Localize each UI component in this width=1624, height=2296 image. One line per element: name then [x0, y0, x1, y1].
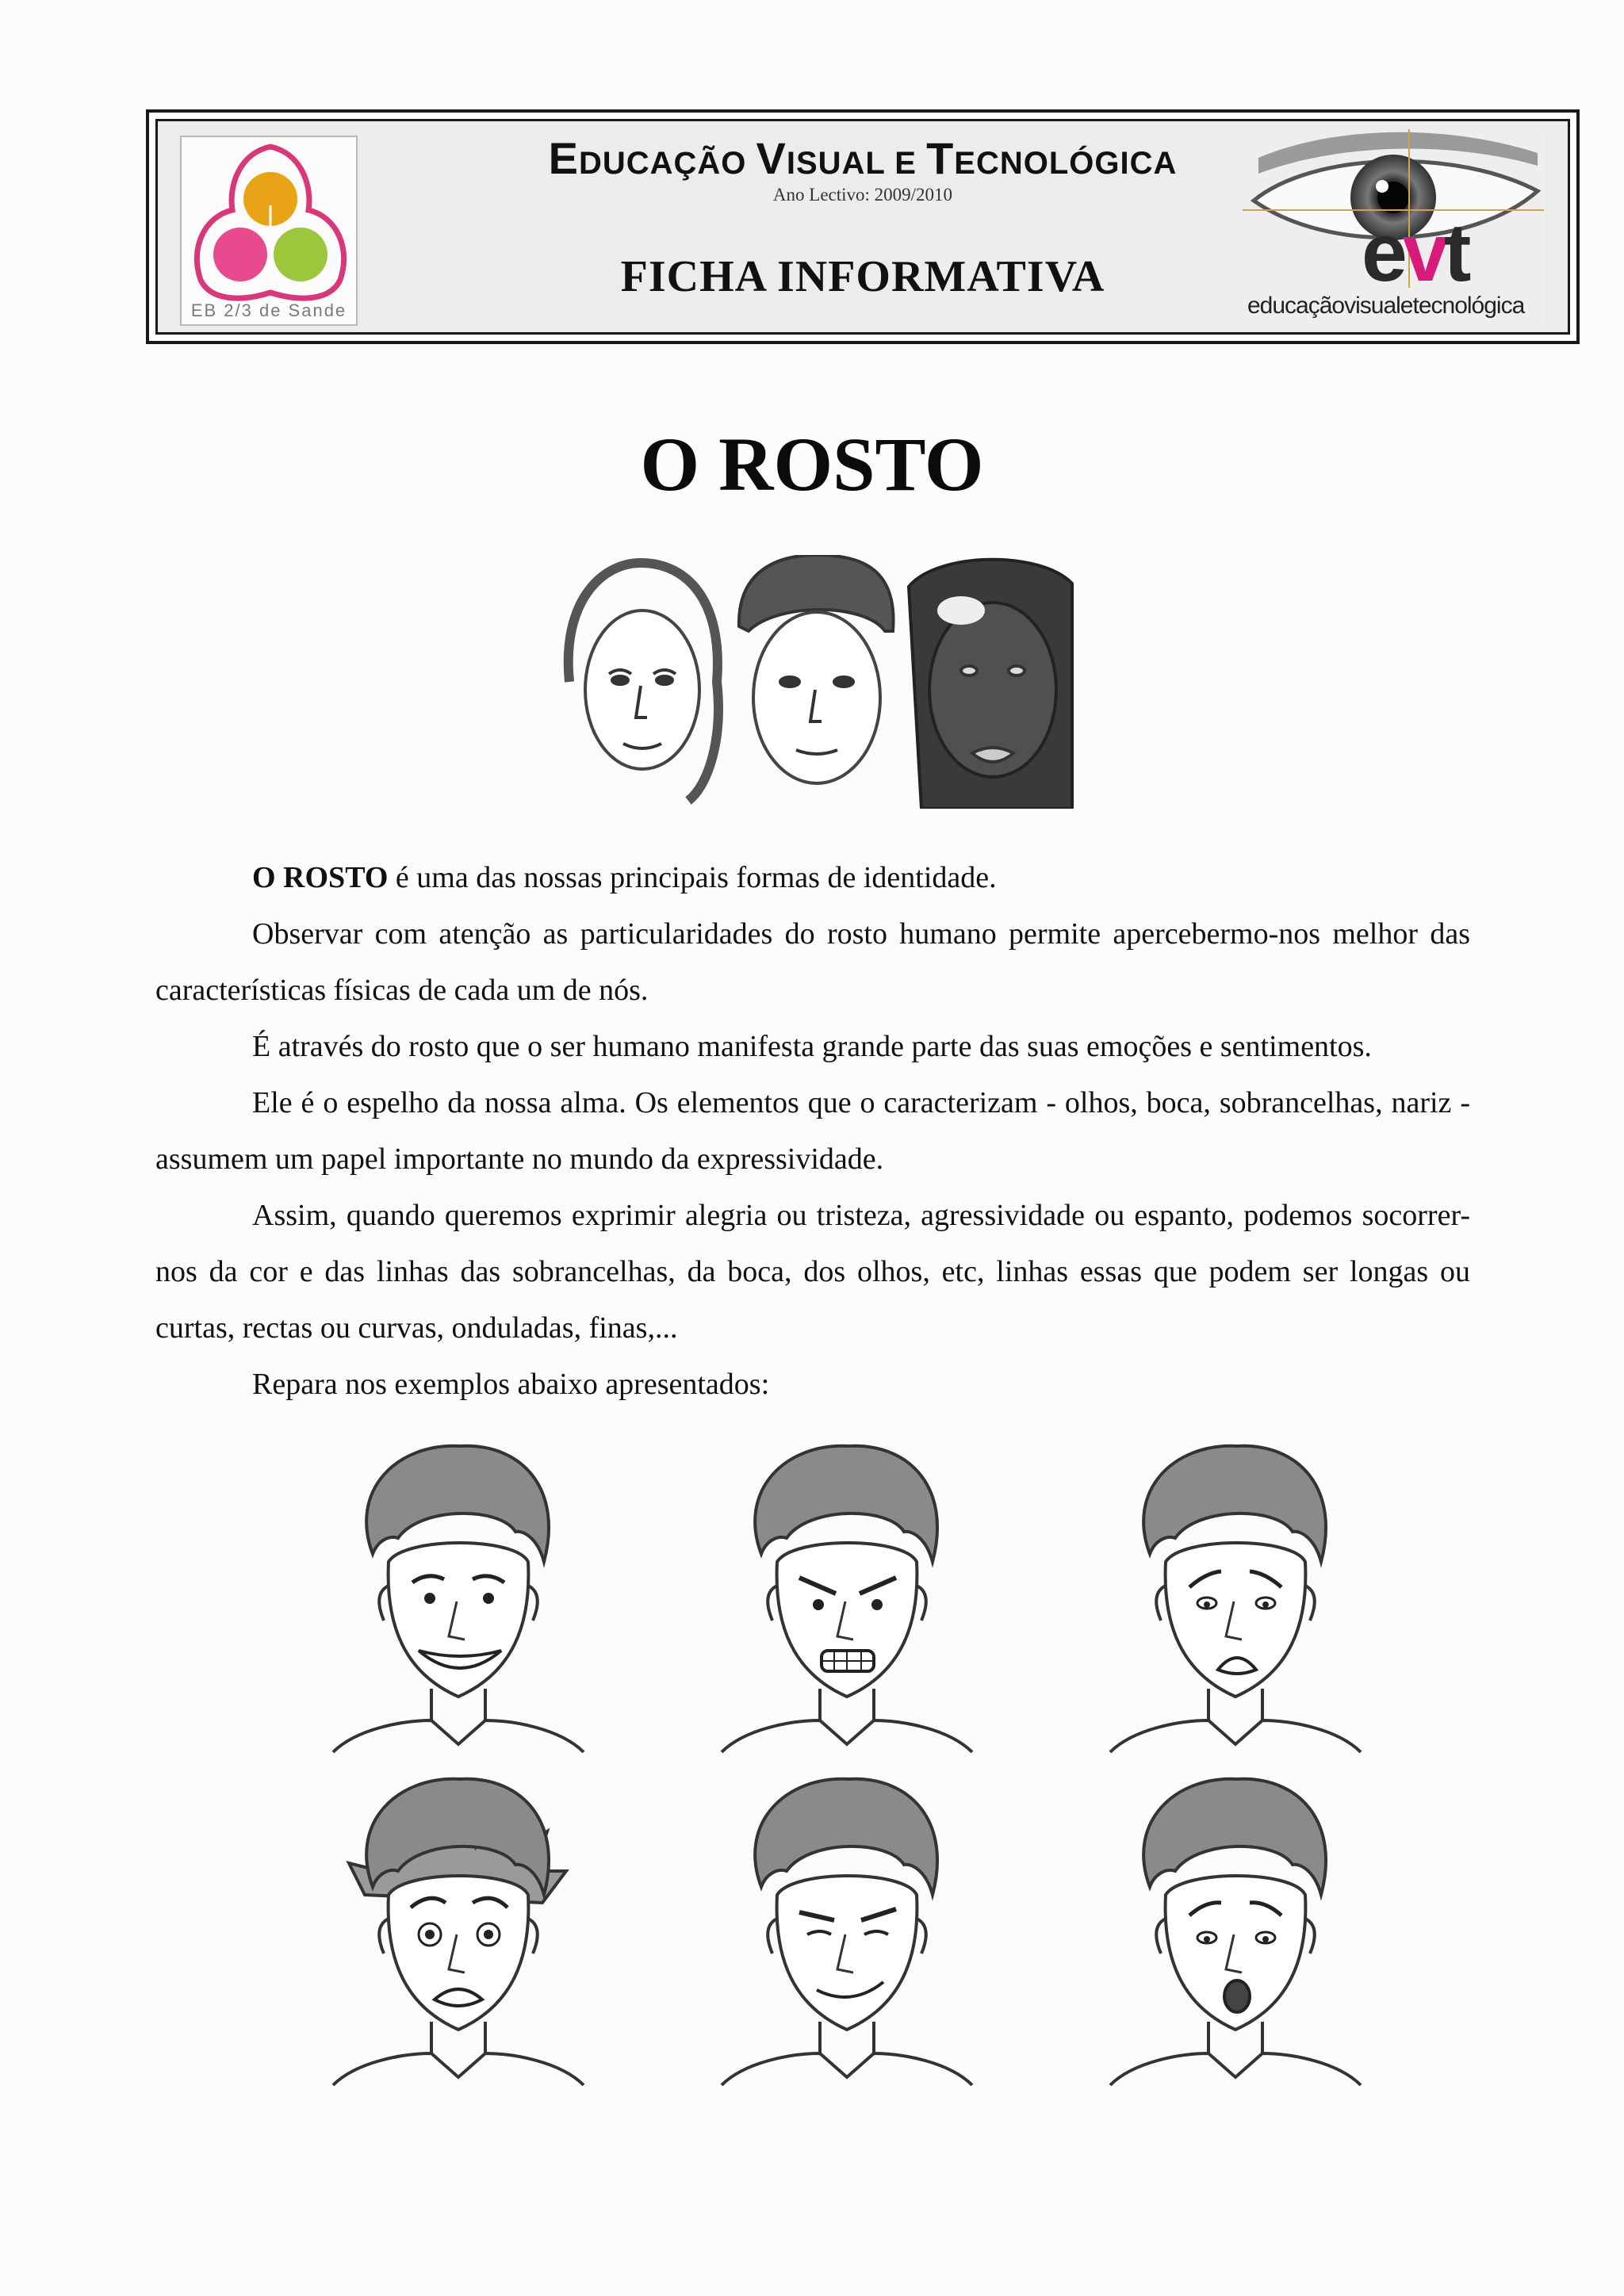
paragraph-1-bold: O ROSTO — [252, 861, 389, 894]
school-logo-caption: EB 2/3 de Sande — [190, 300, 347, 320]
evt-logo — [1243, 129, 1544, 324]
header-box — [146, 109, 1580, 344]
face-scared — [333, 1779, 584, 2085]
paragraph-2: Observar com atenção as particularidades do rosto humano permite apercebermo-nos melhor das características físicas de cada um de nós. — [155, 917, 1470, 1007]
paragraph-1-rest: é uma das nossas principais formas de identidade. — [388, 861, 997, 894]
evt-wordmark: evt — [1362, 207, 1467, 299]
face-smirk — [722, 1779, 972, 2085]
face-angry — [722, 1446, 972, 1752]
three-faces-illustration — [553, 555, 1074, 809]
school-logo-graphic — [182, 137, 359, 327]
subject-title: EDUCAÇÃO VISUAL E TECNOLÓGICA — [548, 133, 1178, 183]
evt-tagline: educaçãovisualetecnológica — [1247, 293, 1525, 319]
sheet-type: FICHA INFORMATIVA — [620, 252, 1105, 301]
face-boy — [739, 555, 894, 783]
face-girl — [569, 563, 718, 801]
paragraph-6: Repara nos exemplos abaixo apresentados: — [252, 1368, 770, 1401]
face-surprised — [1110, 1779, 1361, 2085]
face-happy — [333, 1446, 584, 1752]
facial-expressions-illustration — [325, 1443, 1396, 2101]
paragraph-5: Assim, quando queremos exprimir alegria ou tristeza, agressividade ou espanto, podemos socorrer-nos da cor e das linhas das sobrancelhas, da boca, dos olhos, etc, linhas essas que podem ser longas ou curtas, rectas ou curvas, onduladas, finas,... — [155, 1199, 1470, 1345]
header-inner — [155, 119, 1570, 335]
page-title: O ROSTO — [640, 422, 984, 507]
paragraph-3: É através do rosto que o ser humano manifesta grande parte das suas emoções e sentimentos. — [252, 1030, 1372, 1063]
school-logo — [180, 136, 358, 326]
face-sad — [1110, 1446, 1361, 1752]
face-dark — [909, 560, 1072, 809]
body-text — [155, 850, 1470, 1413]
paragraph-1 — [155, 850, 1470, 906]
school-year: Ano Lectivo: 2009/2010 — [772, 185, 953, 205]
paragraph-4: Ele é o espelho da nossa alma. Os elementos que o caracterizam - olhos, boca, sobrancelhas, nariz - assumem um papel importante no mundo da expressividade. — [155, 1086, 1470, 1176]
